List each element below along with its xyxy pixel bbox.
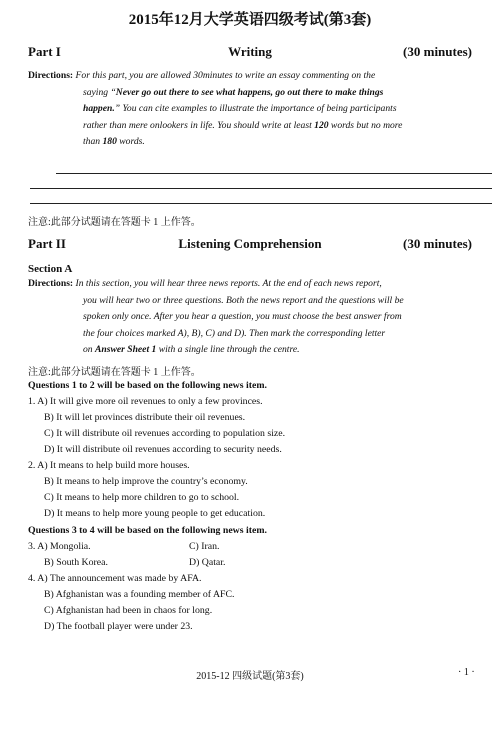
part2-header (28, 236, 472, 254)
writing-line-1 (56, 173, 492, 174)
part1-directions-label: Directions: (28, 70, 74, 81)
q2-option-c: C) It means to help more children to go to school. (44, 492, 240, 503)
q1-option-c: C) It will distribute oil revenues according to population size. (44, 428, 286, 439)
part2-directions-line5: on Answer Sheet 1 with a single line through the centre. (83, 344, 300, 355)
writing-line-2 (30, 188, 492, 189)
part2-name: Listening Comprehension (178, 236, 322, 251)
exam-title: 2015年12月大学英语四级考试(第3套) (128, 12, 372, 28)
q3-option-b: B) South Korea. (44, 557, 108, 568)
part2-directions-line1: In this section, you will hear three news reports. At the end of each news report, (75, 278, 382, 289)
part1-directions-line3: happen.” You can cite examples to illustrate the importance of being participants (83, 103, 397, 114)
part2-directions-line4: the four choices marked A), B), C) and D). Then mark the corresponding letter (83, 327, 386, 339)
part1-label: Part I (28, 44, 61, 59)
part1-directions-line1: For this part, you are allowed 30minutes to write an essay commenting on the (75, 70, 376, 81)
part1-directions-line2: saying “Never go out there to see what happens, go out there to make things (83, 86, 384, 98)
q2-option-a: 2. A) It means to help build more houses. (28, 460, 190, 471)
part1-header (28, 44, 472, 62)
part1-directions (28, 68, 478, 151)
part2-directions-label: Directions: (28, 278, 74, 289)
q4-option-a: 4. A) The announcement was made by AFA. (28, 573, 202, 584)
q1-option-b: B) It will let provinces distribute their oil revenues. (44, 412, 246, 423)
q2-option-d: D) It means to help more young people to get education. (44, 508, 266, 519)
writing-line-3 (30, 203, 492, 204)
part2-time: (30 minutes) (403, 236, 472, 251)
part1-time: (30 minutes) (403, 44, 472, 59)
answer-sheet-note-2: 注意:此部分试题请在答题卡 1 上作答。 (28, 367, 201, 378)
q3-option-d: D) Qatar. (189, 557, 226, 568)
part2-directions (28, 276, 478, 359)
page-footer: 2015-12 四级试题(第3套) (196, 671, 304, 682)
q4-option-b: B) Afghanistan was a founding member of AFC. (44, 589, 235, 600)
q2-option-b: B) It means to help improve the country’s economy. (44, 476, 248, 487)
q4-option-d: D) The football player were under 23. (44, 621, 193, 632)
part2-directions-line3: spoken only once. After you hear a question, you must choose the best answer from (83, 311, 402, 322)
q3-option-c: C) Iran. (189, 541, 220, 552)
q1-option-d: D) It will distribute oil revenues according to security needs. (44, 444, 282, 455)
questions-3-4-heading: Questions 3 to 4 will be based on the following news item. (28, 525, 267, 536)
q3-option-a: 3. A) Mongolia. (28, 541, 91, 552)
part2-directions-line2: you will hear two or three questions. Both the news report and the questions will be (83, 294, 404, 306)
section-a-heading: Section A (28, 263, 73, 275)
answer-sheet-note-1: 注意:此部分试题请在答题卡 1 上作答。 (28, 217, 201, 228)
page-number: · 1 · (458, 667, 475, 678)
part1-directions-line5: than 180 words. (83, 136, 145, 147)
part2-label: Part II (28, 236, 66, 251)
q4-option-c: C) Afghanistan had been in chaos for long. (44, 605, 213, 616)
q1-option-a: 1. A) It will give more oil revenues to only a few provinces. (28, 396, 263, 407)
part1-name: Writing (228, 44, 272, 59)
questions-1-2-heading: Questions 1 to 2 will be based on the following news item. (28, 380, 267, 391)
part1-directions-line4: rather than mere onlookers in life. You should write at least 120 words but no more (83, 119, 403, 131)
